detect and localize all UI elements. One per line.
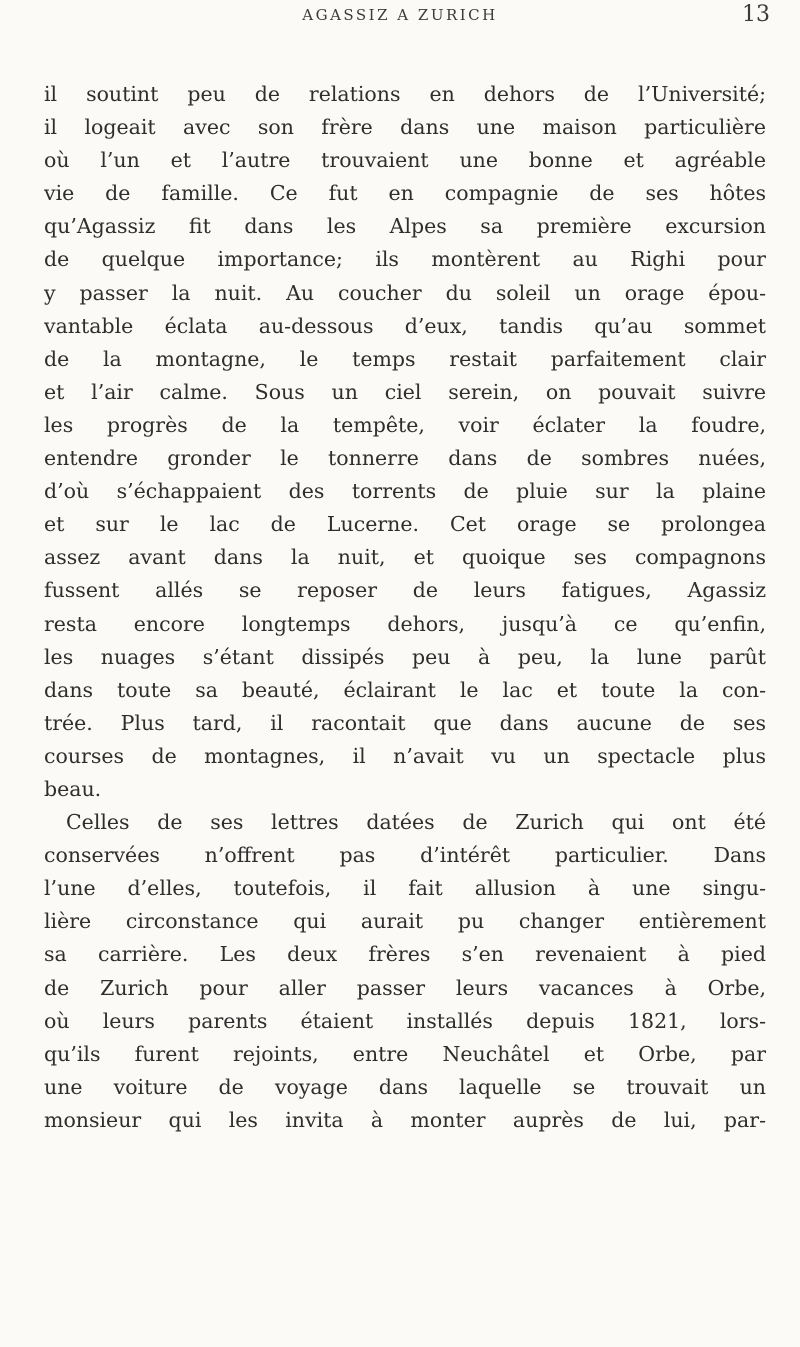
text-line: où leurs parents étaient installés depuis 1821, lors- <box>44 1008 766 1033</box>
running-title: AGASSIZ A ZURICH <box>302 6 498 24</box>
text-line: et l’air calme. Sous un ciel serein, on pouvait suivre <box>44 379 766 404</box>
text-line: vantable éclata au-dessous d’eux, tandis qu’au sommet <box>44 313 766 338</box>
text-line: Celles de ses lettres datées de Zurich qui ont été <box>66 810 766 835</box>
text-line: qu’ils furent rejoints, entre Neuchâtel et Orbe, par <box>44 1041 766 1066</box>
text-line: d’où s’échappaient des torrents de pluie sur la plaine <box>44 479 766 504</box>
body-text <box>44 78 766 1137</box>
text-line: resta encore longtemps dehors, jusqu’à ce qu’enfin, <box>44 611 766 636</box>
text-line: de la montagne, le temps restait parfaitement clair <box>44 346 766 371</box>
text-line: de Zurich pour aller passer leurs vacances à Orbe, <box>44 975 766 1000</box>
text-line: il soutint peu de relations en dehors de l’Université; <box>44 82 766 106</box>
text-line: les progrès de la tempête, voir éclater la foudre, <box>44 412 766 437</box>
text-line: monsieur qui les invita à monter auprès de lui, par- <box>44 1107 766 1132</box>
text-line: entendre gronder le tonnerre dans de sombres nuées, <box>44 446 766 471</box>
text-line: dans toute sa beauté, éclairant le lac et toute la con- <box>44 677 766 702</box>
text-line: assez avant dans la nuit, et quoique ses compagnons <box>44 545 766 570</box>
text-line: conservées n’offrent pas d’intérêt particulier. Dans <box>44 843 766 868</box>
text-line: l’une d’elles, toutefois, il fait allusion à une singu- <box>44 876 766 901</box>
text-line: courses de montagnes, il n’avait vu un spectacle plus <box>44 743 766 768</box>
text-line: et sur le lac de Lucerne. Cet orage se prolongea <box>44 512 766 537</box>
text-line: trée. Plus tard, il racontait que dans aucune de ses <box>44 710 766 735</box>
text-line: lière circonstance qui aurait pu changer entièrement <box>44 909 766 934</box>
running-head <box>0 2 800 36</box>
text-line: fussent allés se reposer de leurs fatigues, Agassiz <box>44 578 766 603</box>
text-line: sa carrière. Les deux frères s’en revenaient à pied <box>44 942 766 967</box>
text-line: vie de famille. Ce fut en compagnie de ses hôtes <box>44 181 766 206</box>
text-line: beau. <box>44 776 102 801</box>
text-line: qu’Agassiz fit dans les Alpes sa première excursion <box>44 214 766 239</box>
page-number: 13 <box>742 2 770 27</box>
text-line: une voiture de voyage dans laquelle se trouvait un <box>44 1074 766 1099</box>
text-line: il logeait avec son frère dans une maison particulière <box>44 115 766 140</box>
text-line: y passer la nuit. Au coucher du soleil un orage épou- <box>44 280 766 305</box>
text-line: de quelque importance; ils montèrent au Righi pour <box>44 247 766 272</box>
text-line: où l’un et l’autre trouvaient une bonne et agréable <box>44 148 766 173</box>
text-line: les nuages s’étant dissipés peu à peu, la lune parût <box>44 644 766 669</box>
